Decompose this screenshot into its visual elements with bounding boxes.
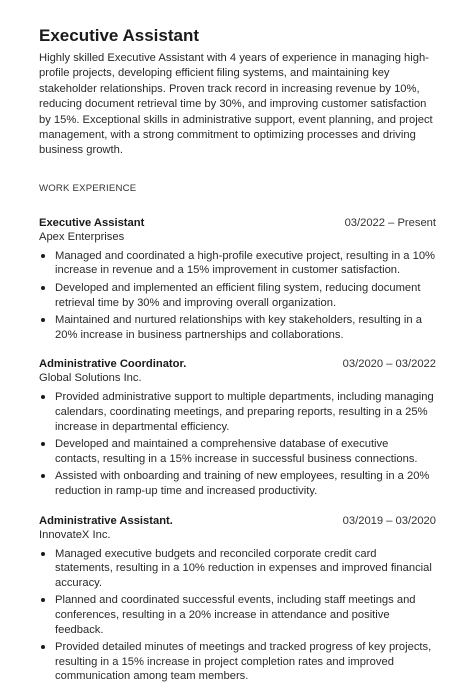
job-header bbox=[39, 514, 436, 528]
job-bullets bbox=[39, 390, 436, 498]
job-bullets bbox=[39, 547, 436, 684]
bullet-icon bbox=[41, 474, 45, 478]
job-entry bbox=[39, 216, 436, 343]
job-title: Executive Assistant bbox=[39, 216, 145, 229]
job-header bbox=[39, 216, 436, 230]
bullet-item bbox=[39, 593, 436, 637]
bullet-text: Assisted with onboarding and training of new employees, resulting in a 20% reduction in ramp-up time and increased productivity. bbox=[55, 470, 430, 497]
bullet-text: Planned and coordinated successful events, including staff meetings and conferences, resulting in a 20% increase in attendance and positive feedback. bbox=[55, 594, 416, 636]
bullet-text: Provided detailed minutes of meetings and tracked progress of key projects, resulting in a 15% increase in project completion rates and improved communication among team members. bbox=[55, 641, 432, 683]
company-name: Apex Enterprises bbox=[39, 230, 125, 243]
section-title-work-experience: WORK EXPERIENCE bbox=[39, 182, 137, 194]
bullet-icon bbox=[41, 552, 45, 556]
job-title: Administrative Assistant. bbox=[39, 514, 173, 527]
company-name: InnovateX Inc. bbox=[39, 528, 111, 541]
bullet-item bbox=[39, 640, 436, 684]
job-dates: 03/2019 – 03/2020 bbox=[342, 514, 436, 527]
bullet-text: Provided administrative support to multiple departments, including managing calendars, coordinating meetings, and preparing reports, resulting in a 25% increase in departmental efficiency. bbox=[55, 391, 434, 433]
resume-name: Executive Assistant bbox=[39, 26, 199, 45]
bullet-icon bbox=[41, 645, 45, 649]
job-title: Administrative Coordinator. bbox=[39, 358, 187, 371]
bullet-text: Managed and coordinated a high-profile executive project, resulting in a 10% increase in revenue and a 15% improvement in customer satisfaction. bbox=[55, 249, 435, 277]
company-name: Global Solutions Inc. bbox=[39, 372, 142, 385]
job-entry bbox=[39, 514, 436, 684]
bullet-text: Managed executive budgets and reconciled corporate credit card statements, resulting in a 10% reduction in expenses and improved financial accuracy. bbox=[55, 547, 432, 589]
bullet-item bbox=[39, 313, 436, 342]
job-bullets bbox=[39, 249, 436, 343]
bullet-item bbox=[39, 547, 436, 591]
professional-summary: Highly skilled Executive Assistant with 4 years of experience in managing high-profile projects, developing efficient filing systems, and maintaining key stakeholder relationships. Proven track record in increasing revenue by 10%, reducing document retrieval time by 30%, and improving customer satisfaction by 15%. Exceptional skills in administrative support, event planning, and project management, with a strong commitment to optimizing processes and driving business growth. bbox=[39, 52, 433, 157]
job-dates: 03/2022 – Present bbox=[344, 216, 436, 229]
bullet-text: Developed and maintained a comprehensive database of executive contacts, resulting in a 15% increase in successful business connections. bbox=[55, 438, 418, 465]
bullet-icon bbox=[41, 598, 45, 602]
bullet-text: Maintained and nurtured relationships with key stakeholders, resulting in a 20% increase in business partnerships and collaborations. bbox=[55, 314, 422, 341]
job-entry bbox=[39, 357, 436, 498]
bullet-item bbox=[39, 390, 436, 434]
job-header bbox=[39, 357, 436, 371]
bullet-item bbox=[39, 281, 436, 310]
bullet-icon bbox=[41, 442, 45, 446]
bullet-icon bbox=[41, 286, 45, 290]
bullet-item bbox=[39, 469, 436, 498]
bullet-item bbox=[39, 437, 436, 466]
bullet-icon bbox=[41, 318, 45, 322]
bullet-icon bbox=[41, 254, 45, 258]
bullet-icon bbox=[41, 395, 45, 399]
job-dates: 03/2020 – 03/2022 bbox=[342, 358, 436, 371]
bullet-text: Developed and implemented an efficient filing system, reducing document retrieval time by 30% and improving overall organization. bbox=[55, 282, 421, 309]
bullet-item bbox=[39, 249, 436, 278]
